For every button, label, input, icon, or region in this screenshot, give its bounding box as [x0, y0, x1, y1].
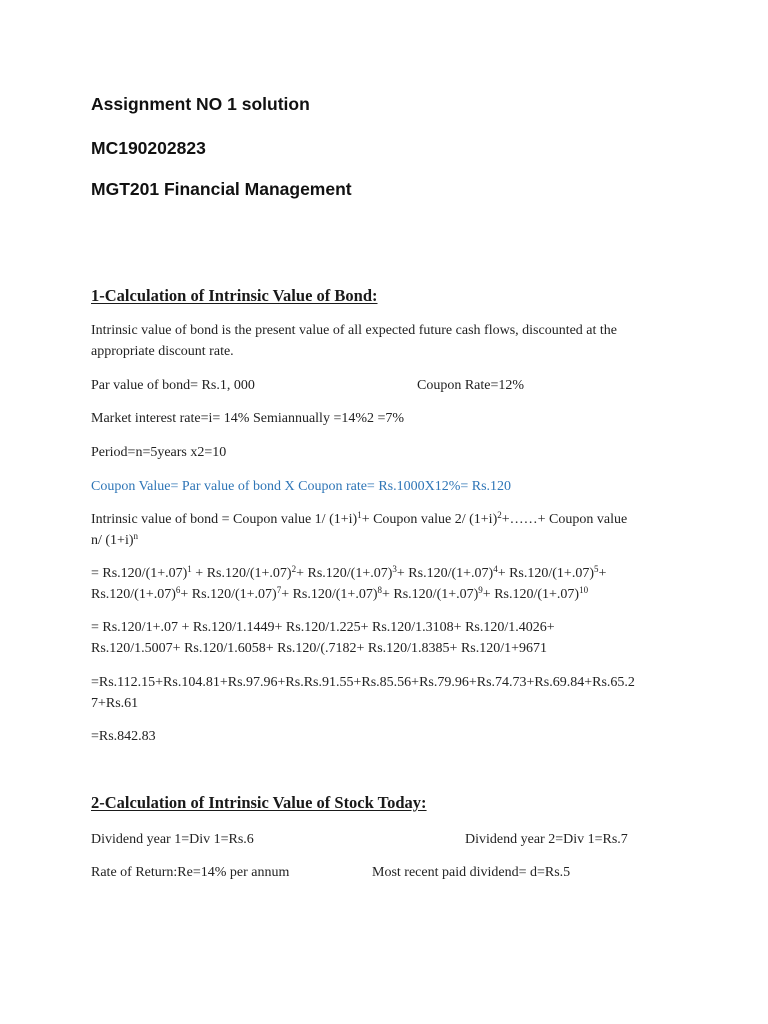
expansion-term: + Rs.120/(1+.07) [281, 587, 378, 602]
expansion-exponent: 4 [493, 564, 498, 574]
expansion-line1 [91, 563, 606, 584]
divide-line1: = Rs.120/1+.07 + Rs.120/1.1449+ Rs.120/1.225+ Rs.120/1.3108+ Rs.120/1.4026+ [91, 620, 555, 635]
expansion-term: + Rs.120/(1+.07) [296, 566, 393, 581]
expansion-exponent: 7 [276, 585, 282, 595]
section2-heading: 2-Calculation of Intrinsic Value of Stock Today: [91, 793, 427, 812]
expansion-exponent: 10 [579, 585, 589, 595]
formula-line1: Intrinsic value of bond = Coupon value 1/ $(1+i)^1+$ Coupon value 2/ $(1+i)^2+\dots\dots+$ Coupon value [91, 510, 628, 527]
expansion-exponent: 2 [291, 564, 297, 574]
sum-line2: 7+Rs.61 [91, 696, 139, 711]
coupon-value: Coupon Value= Par value of bond X Coupon rate= Rs.1000X12%= Rs.120 [91, 479, 512, 494]
section1-heading: 1-Calculation of Intrinsic Value of Bond: [91, 286, 378, 305]
student-id: MC190202823 [91, 138, 206, 158]
expansion-term: = Rs.120/(1+.07) [91, 566, 188, 581]
expansion-term: + [598, 566, 607, 581]
recent-dividend: Most recent paid dividend= d=Rs.5 [372, 865, 571, 880]
dividend-year1: Dividend year 1=Div 1=Rs.6 [91, 832, 254, 847]
market-rate: Market interest rate=i= 14% Semiannually =14%2 =7% [91, 411, 405, 426]
dividend-year2: Dividend year 2=Div 1=Rs.7 [465, 832, 628, 847]
period: Period=n=5years x2=10 [91, 445, 227, 460]
expansion-line2 [91, 584, 588, 605]
expansion-term: + Rs.120/(1+.07) [191, 566, 292, 581]
expansion-term: + Rs.120/(1+.07) [180, 587, 277, 602]
sum-line1: =Rs.112.15+Rs.104.81+Rs.97.96+Rs.Rs.91.55+Rs.85.56+Rs.79.96+Rs.74.73+Rs.69.84+Rs.65.2 [91, 675, 635, 690]
expansion-exponent: 9 [478, 585, 483, 595]
expansion-term: Rs.120/(1+.07) [91, 587, 176, 602]
coupon-rate: Coupon Rate=12% [417, 378, 525, 393]
bond-result: =Rs.842.83 [91, 729, 156, 744]
rate-of-return: Rate of Return:Re=14% per annum [91, 865, 290, 880]
expansion-term: + Rs.120/(1+.07) [482, 587, 580, 602]
expansion-exponent: 8 [377, 585, 382, 595]
expansion-term: + Rs.120/(1+.07) [382, 587, 479, 602]
expansion-term: + Rs.120/(1+.07) [396, 566, 494, 581]
expansion-exponent: 3 [392, 564, 397, 574]
bond-definition-line1: Intrinsic value of bond is the present value of all expected future cash flows, discounted at the [91, 323, 617, 338]
par-value: Par value of bond= Rs.1, 000 [91, 378, 255, 393]
expansion-exponent: 5 [593, 564, 599, 574]
expansion-exponent: 6 [175, 585, 181, 595]
course-title: MGT201 Financial Management [91, 179, 352, 199]
divide-line2: Rs.120/1.5007+ Rs.120/1.6058+ Rs.120/(.7182+ Rs.120/1.8385+ Rs.120/1+9671 [91, 641, 548, 656]
assignment-title: Assignment NO 1 solution [91, 94, 310, 114]
expansion-term: + Rs.120/(1+.07) [497, 566, 594, 581]
bond-definition-line2: appropriate discount rate. [91, 344, 234, 359]
formula-line2: n/ $(1+i)^n$ [91, 531, 138, 548]
expansion-exponent: 1 [187, 564, 192, 574]
